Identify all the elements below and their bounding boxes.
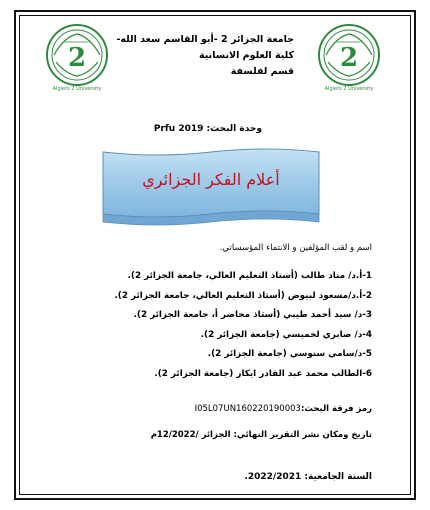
report-label: تاريخ ومكان نشر التقرير النهائي:	[233, 430, 372, 440]
university-logo-right	[316, 22, 382, 94]
book-title: أعلام الفكر الجزائري	[142, 170, 280, 189]
svg-text:2: 2	[67, 43, 87, 73]
department-name: قسم لفلسفة	[230, 66, 294, 77]
author-item: 2-أ.د/مسعود لبيوض (أستاذ التعليم العالي، جامعة الجزائر 2).	[114, 290, 372, 301]
author-item: 5-د/سامي سنوسي (جامعة الجزائر 2).	[207, 349, 372, 359]
research-unit-value: Prfu 2019	[153, 124, 204, 134]
team-code-label: رمز فرقة البحث:	[300, 404, 372, 414]
author-item: 1-أ.د/ مناد طالب (أستاذ التعليم العالي، جامعة الجزائر 2).	[127, 271, 372, 281]
report-value: الجزائر /12/2022م	[150, 430, 231, 440]
authors-intro: اسم و لقب المؤلفين و الانتماء المؤسساتي.	[219, 243, 372, 253]
author-item: 6-الطالب محمد عبد القادر ايكار (جامعة الجزائر 2).	[154, 368, 372, 379]
team-code-value: I05L07UN160220190003	[194, 404, 301, 414]
report-info	[151, 430, 372, 440]
svg-text:2: 2	[339, 43, 359, 73]
authors-section	[52, 243, 372, 384]
institution-header	[94, 32, 294, 80]
logo-caption-left: Algiers 2 University	[52, 86, 102, 92]
logo-caption-right: Algiers 2 University	[324, 86, 374, 92]
author-item: 4-د/ صابري لخميسي (جامعة الجزائر 2).	[200, 329, 372, 340]
author-item: 3-د/ سيد أحمد طيبي (أستاذ محاضر أ، جامعة الجزائر 2).	[133, 310, 372, 320]
faculty-name: كلية العلوم الانسانية	[199, 50, 294, 61]
university-name: جامعة الجزائر 2 -أبو القاسم سعد الله-	[116, 34, 294, 45]
research-unit-label: وحدة البحث:	[206, 124, 262, 134]
academic-year	[244, 472, 372, 482]
research-unit	[154, 124, 262, 134]
team-code	[195, 404, 372, 414]
academic-year-value: 2022/2021.	[244, 472, 302, 482]
academic-year-label: السنة الجامعية:	[304, 472, 372, 482]
